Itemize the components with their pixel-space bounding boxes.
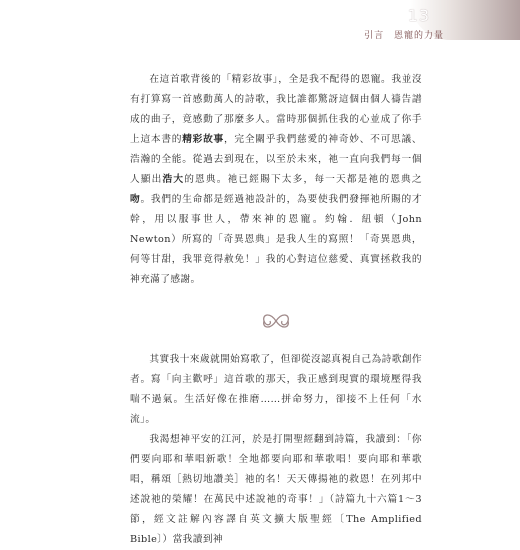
chapter-title: 恩寵的力量 (393, 31, 444, 41)
running-header (364, 28, 444, 41)
bold-text: 浩大 (162, 174, 185, 185)
paragraph-1 (130, 70, 422, 290)
paragraph-3: 我渴想神平安的江河，於是打開聖經翻到詩篇，我讀到：「你們要向耶和華唱新歌！全地都要向耶和華歌唱！要向耶和華歌唱，稱頌［熱切地讚美］祂的名！天天傳揚祂的救恩！在列邦中述說祂的榮耀！在萬民中述說祂的奇事！」（詩篇九十六篇1～3節，經文註解內容譯自英文擴大版聖經〔The Amplified Bible〕）當我讀到神 (130, 434, 422, 545)
bold-text: 吻 (130, 194, 141, 205)
bold-text: 精彩故事 (182, 134, 224, 145)
text-run: ，完全關乎我們慈愛的神奇妙、不可思議、浩瀚的全能。從過去到現在，以至於未來，祂一直向我們每一個人顯出 (130, 134, 422, 185)
page-number: 13 (407, 6, 430, 25)
chapter-label: 引言 (364, 31, 385, 41)
text-run: 的恩典。祂已經賜下太多，每一天都是祂的恩典之 (184, 174, 422, 185)
text-run: 。我們的生命都是經過祂設計的，為要使我們發揮祂所賜的才幹，用以服事世人，帶來神的恩寵。約翰．紐頓（John Newton）所寫的「奇異恩典」是我人生的寫照！「奇異恩典，何等甘甜，我罪竟得赦免！」我的心對這位慈愛、真實拯救我的神充滿了感謝。 (130, 194, 422, 285)
paragraph-2: 其實我十來歲就開始寫歌了，但卻從沒認真視自己為詩歌創作者。寫「向主歡呼」這首歌的那天，我正感到現實的環境壓得我喘不過氣。生活好像在推磨……拼命努力，卻接不上任何「水流」。 (130, 354, 422, 425)
ornament-divider-icon (256, 310, 296, 332)
text-run: 在這首歌背後的「精彩故事」，全是我不配得的恩寵。我並沒有打算寫一首感動萬人的詩歌，我比誰都驚訝這個由個人禱告譜成的曲子，竟感動了那麼多人。當時那個抓住我的心並成了你手上這本書的 (130, 74, 422, 145)
body-text (130, 70, 422, 550)
